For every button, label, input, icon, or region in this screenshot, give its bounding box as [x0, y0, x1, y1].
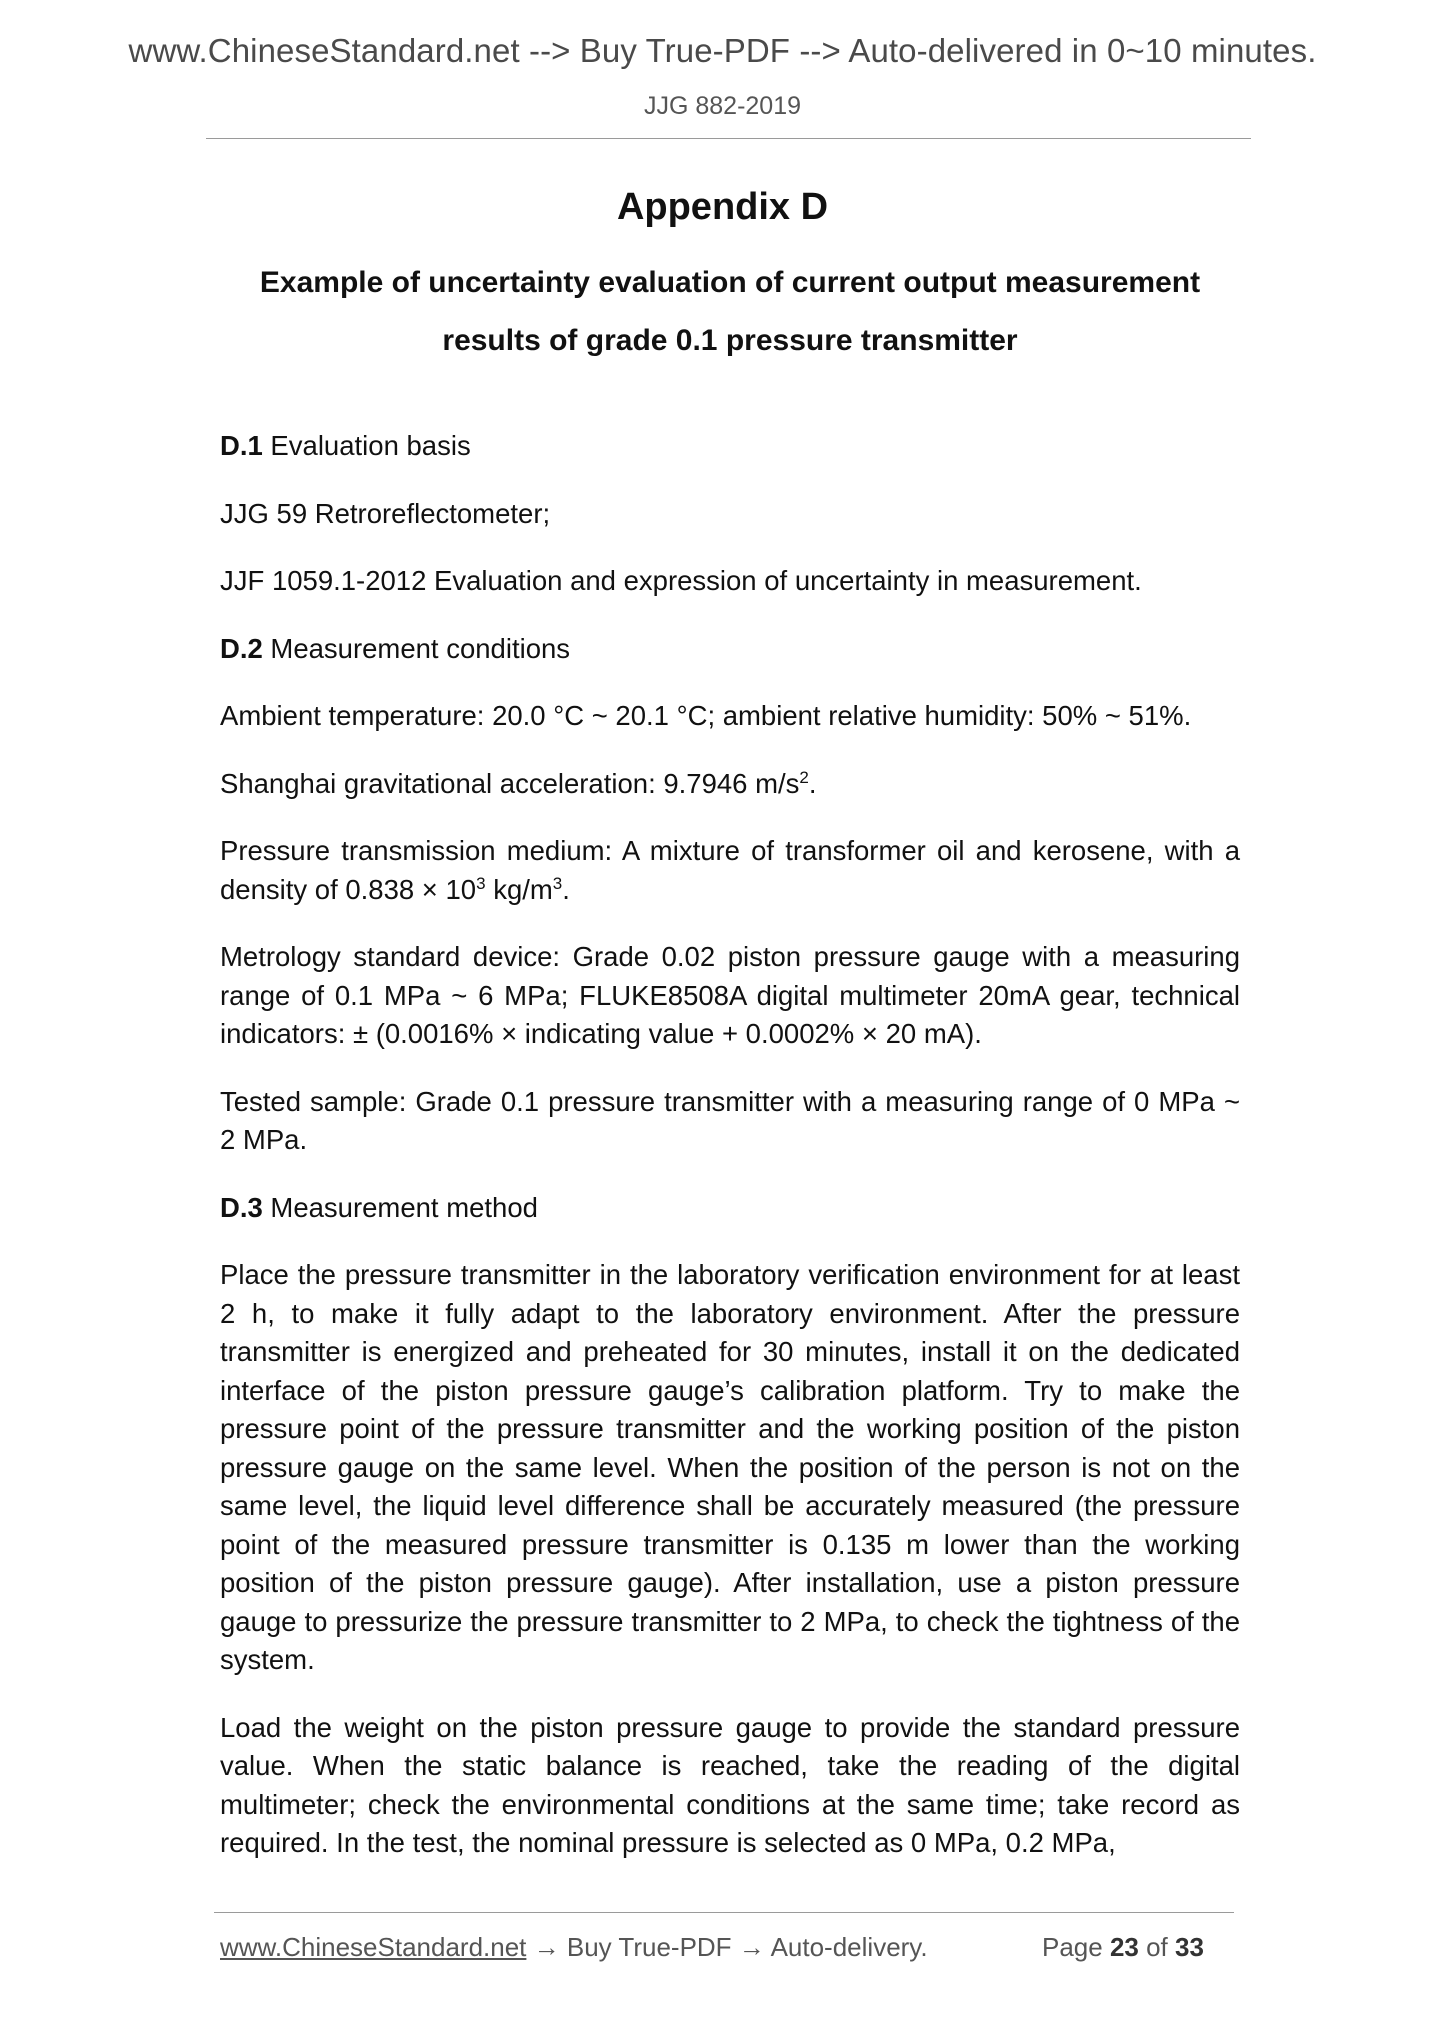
footer-promo [220, 1932, 928, 1963]
reference-item: JJG 59 Retroreflectometer; [220, 497, 551, 529]
subtitle-line-2: results of grade 0.1 pressure transmitter [442, 324, 1018, 357]
header-divider [206, 138, 1251, 139]
section-number: D.3 [220, 1191, 263, 1223]
ambient-conditions: Ambient temperature: 20.0 °C ~ 20.1 °C; ambient relative humidity: 50% ~ 51%. [220, 700, 1192, 731]
page-indicator: Page 23 of 33 [1042, 1932, 1204, 1962]
standard-code: JJG 882-2019 [643, 92, 802, 120]
total-pages: 33 [1175, 1932, 1204, 1962]
section-title: Measurement conditions [262, 632, 571, 664]
page-number: 23 [1109, 1932, 1139, 1962]
footer-site-link[interactable]: www.ChineseStandard.net [220, 1932, 527, 1962]
appendix-title: Appendix D [616, 186, 829, 228]
footer-divider [214, 1912, 1234, 1913]
section-title: Evaluation basis [262, 430, 471, 461]
section-heading-d1 [220, 427, 1240, 466]
footer-tail: → Buy True-PDF → Auto-delivery. [526, 1932, 928, 1962]
section-heading-d2 [220, 630, 1240, 669]
subtitle-line-1: Example of uncertainty evaluation of current output measurement [259, 266, 1201, 299]
gravitational-acceleration: Shanghai gravitational acceleration: 9.7946 $m/s^2$. [220, 767, 817, 799]
method-paragraph: Place the pressure transmitter in the laboratory verification environment for at least 2 h, to make it fully adapt to the laboratory environment. After the pressure transmitter is energized and preheated for 30 minutes, install it on the dedicated interface of the piston pressure gauge’s calibration platform. Try to make the pressure point of the pressure transmitter and the working position of the piston pressure gauge on the same level. When the position of the person is not on the same level, the liquid level difference shall be accurately measured (the pressure point of the measured pressure transmitter is 0.135 m lower than the working position of the piston pressure gauge). After installation, use a piston pressure gauge to pressurize the pressure transmitter to 2 MPa, to check the tightness of the system. [220, 1259, 1240, 1675]
method-paragraph: Load the weight on the piston pressure gauge to provide the standard pressure value. When the static balance is reached, take the reading of the digital multimeter; check the environmental conditions at the same time; take record as required. In the test, the nominal pressure is selected as 0 MPa, 0.2 MPa, [220, 1711, 1240, 1858]
section-number: D.2 [220, 632, 263, 664]
reference-item: JJF 1059.1-2012 Evaluation and expression of uncertainty in measurement. [220, 565, 1142, 596]
appendix-subtitle [210, 254, 1250, 370]
top-banner: www.ChineseStandard.net --> Buy True-PDF --> Auto-delivered in 0~10 minutes. [128, 32, 1317, 69]
tested-sample: Tested sample: Grade 0.1 pressure transmitter with a measuring range of 0 MPa ~ 2 MPa. [220, 1085, 1240, 1155]
standard-device: Metrology standard device: Grade 0.02 piston pressure gauge with a measuring range of 0.1 MPa ~ 6 MPa; FLUKE8508A digital multimeter 20mA gear, technical indicators: ± (0.0016% × indicating value + 0.0002% × 20 mA). [220, 941, 1240, 1049]
section-number: D.1 [220, 430, 263, 461]
transmission-medium: Pressure transmission medium: A mixture of transformer oil and kerosene, with a density of $0.838 \times 10^3$ $kg/m^3$. [220, 835, 1240, 905]
section-heading-d3 [220, 1189, 1240, 1228]
document-body [220, 427, 1240, 1892]
section-title: Measurement method [262, 1191, 538, 1223]
